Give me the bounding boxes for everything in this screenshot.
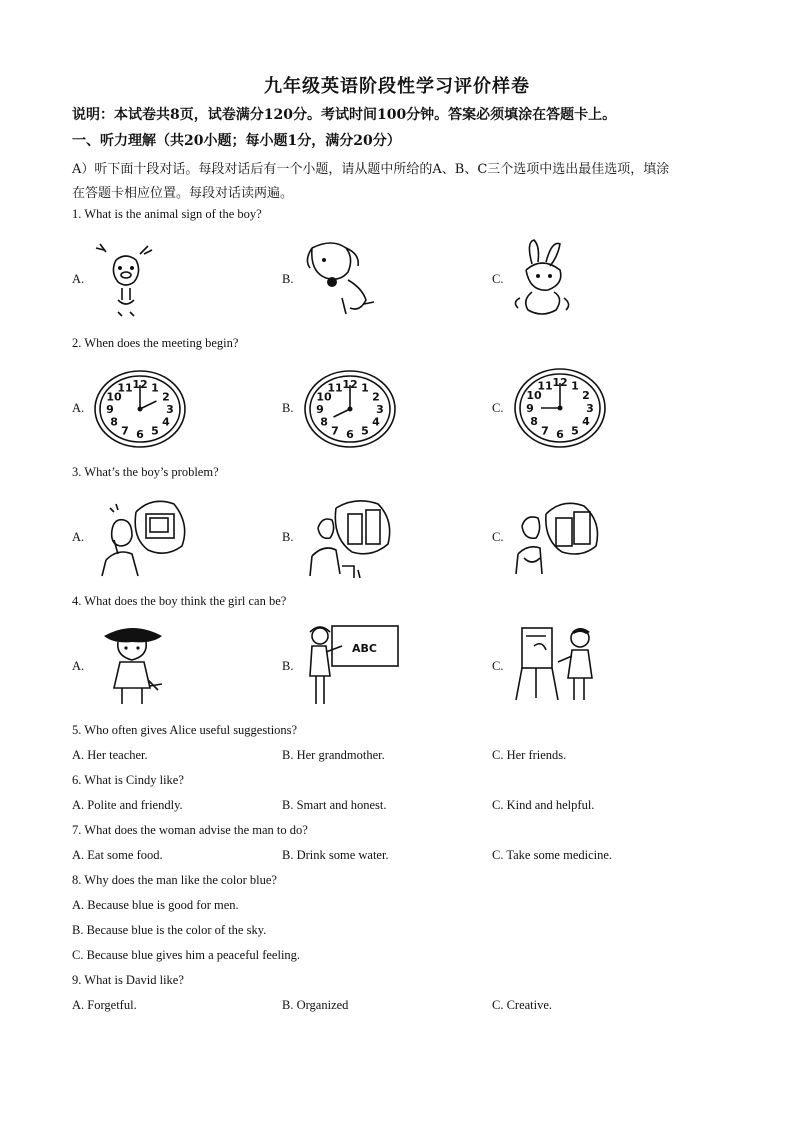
clock-hour-hand bbox=[334, 409, 350, 417]
clock-nine-oclock-icon bbox=[512, 366, 608, 450]
clock-numeral: 4 bbox=[582, 415, 590, 428]
page-title: 九年级英语阶段性学习评价样卷 bbox=[264, 76, 530, 97]
blackboard-text: ABC bbox=[352, 642, 377, 655]
option-c: C. Creative. bbox=[492, 998, 553, 1012]
boy-phone-icon bbox=[512, 496, 612, 580]
clock-numeral: 11 bbox=[117, 381, 133, 395]
option-c: C. Because blue gives him a peaceful feeling. bbox=[72, 948, 301, 962]
clock-numeral: 5 bbox=[571, 424, 579, 438]
clock-numeral: 3 bbox=[166, 403, 174, 416]
clock-numeral: 3 bbox=[586, 402, 594, 415]
exam-note: 说明：本试卷共8页，试卷满分120分。考试时间100分钟。答案必须填涂在答题卡上。 bbox=[72, 107, 617, 123]
clock-numeral: 2 bbox=[372, 390, 380, 404]
question-stem: 6. What is Cindy like? bbox=[72, 773, 184, 787]
option-label-a: A. bbox=[72, 272, 85, 286]
clock-numeral: 9 bbox=[106, 403, 114, 416]
option-label-b: B. bbox=[282, 530, 294, 544]
clock-eight-oclock-icon bbox=[302, 368, 398, 450]
question-stem: 4. What does the boy think the girl can be? bbox=[72, 594, 287, 608]
option-label-c: C. bbox=[492, 272, 504, 286]
clock-numeral: 10 bbox=[106, 390, 122, 404]
option-c: C. Her friends. bbox=[492, 748, 567, 762]
clock-numeral: 7 bbox=[541, 424, 549, 438]
clock-numeral: 2 bbox=[162, 390, 170, 404]
rabbit-icon bbox=[508, 236, 582, 322]
clock-numeral: 4 bbox=[372, 415, 380, 429]
clock-numeral: 1 bbox=[571, 379, 579, 393]
question-stem: 7. What does the woman advise the man to do? bbox=[72, 823, 308, 837]
option-label-c: C. bbox=[492, 530, 504, 544]
clock-numeral: 8 bbox=[110, 415, 118, 429]
instruction-line-2: 在答题卡相应位置。每段对话读两遍。 bbox=[72, 186, 294, 201]
clock-numeral: 10 bbox=[316, 390, 332, 404]
clock-numeral: 5 bbox=[151, 424, 159, 438]
section-heading: 一、听力理解（共20小题；每小题1分，满分20分） bbox=[72, 133, 401, 149]
option-b: B. Smart and honest. bbox=[282, 798, 387, 812]
option-a: A. Her teacher. bbox=[72, 748, 148, 762]
clock-numeral: 5 bbox=[361, 424, 369, 438]
option-c: C. Kind and helpful. bbox=[492, 798, 595, 812]
clock-hour-hand bbox=[140, 401, 156, 409]
clock-numeral: 3 bbox=[376, 403, 384, 416]
clock-numeral: 1 bbox=[151, 381, 159, 395]
clock-numeral: 9 bbox=[316, 403, 324, 416]
question-stem: 3. What’s the boy’s problem? bbox=[72, 465, 219, 479]
option-b: B. Organized bbox=[282, 998, 349, 1012]
option-a: A. Eat some food. bbox=[72, 848, 163, 862]
girl-painter-icon bbox=[512, 622, 602, 710]
question-stem: 1. What is the animal sign of the boy? bbox=[72, 207, 262, 221]
option-label-a: A. bbox=[72, 530, 85, 544]
dog-icon bbox=[302, 238, 382, 320]
option-label-c: C. bbox=[492, 659, 504, 673]
option-label-b: B. bbox=[282, 272, 294, 286]
option-a: A. Because blue is good for men. bbox=[72, 898, 239, 912]
clock-numeral: 12 bbox=[552, 376, 568, 389]
option-label-a: A. bbox=[72, 659, 85, 673]
clock-numeral: 12 bbox=[342, 378, 358, 391]
clock-numeral: 7 bbox=[121, 424, 129, 438]
clock-numeral: 6 bbox=[556, 428, 564, 441]
question-stem: 9. What is David like? bbox=[72, 973, 184, 987]
clock-numeral: 12 bbox=[132, 378, 148, 391]
option-b: B. Because blue is the color of the sky. bbox=[72, 923, 267, 937]
clock-numeral: 6 bbox=[136, 428, 144, 441]
clock-numeral: 11 bbox=[537, 379, 553, 393]
option-label-b: B. bbox=[282, 401, 294, 415]
boy-tv-icon bbox=[92, 496, 192, 580]
clock-two-oclock-icon bbox=[92, 368, 188, 450]
clock-numeral: 9 bbox=[526, 402, 534, 415]
question-stem: 2. When does the meeting begin? bbox=[72, 336, 239, 350]
clock-numeral: 1 bbox=[361, 381, 369, 395]
clock-numeral: 10 bbox=[526, 389, 542, 402]
option-b: B. Drink some water. bbox=[282, 848, 389, 862]
boy-games-icon bbox=[302, 496, 402, 580]
clock-numeral: 11 bbox=[327, 381, 343, 395]
option-label-c: C. bbox=[492, 401, 504, 415]
girl-singer-icon bbox=[92, 622, 174, 710]
instruction-line-1: A）听下面十段对话。每段对话后有一个小题，请从题中所给的A、B、C三个选项中选出最佳选项，填涂 bbox=[72, 162, 670, 177]
clock-numeral: 8 bbox=[530, 415, 538, 428]
option-a: A. Forgetful. bbox=[72, 998, 137, 1012]
pig-icon bbox=[92, 238, 162, 320]
question-stem: 8. Why does the man like the color blue? bbox=[72, 873, 277, 887]
teacher-blackboard-icon bbox=[302, 622, 402, 710]
clock-numeral: 2 bbox=[582, 389, 590, 402]
option-label-b: B. bbox=[282, 659, 294, 673]
clock-numeral: 7 bbox=[331, 424, 339, 438]
clock-numeral: 8 bbox=[320, 415, 328, 429]
question-stem: 5. Who often gives Alice useful suggestions? bbox=[72, 723, 298, 737]
clock-numeral: 6 bbox=[346, 428, 354, 441]
option-a: A. Polite and friendly. bbox=[72, 798, 183, 812]
option-b: B. Her grandmother. bbox=[282, 748, 385, 762]
option-c: C. Take some medicine. bbox=[492, 848, 613, 862]
clock-numeral: 4 bbox=[162, 415, 170, 429]
option-label-a: A. bbox=[72, 401, 85, 415]
